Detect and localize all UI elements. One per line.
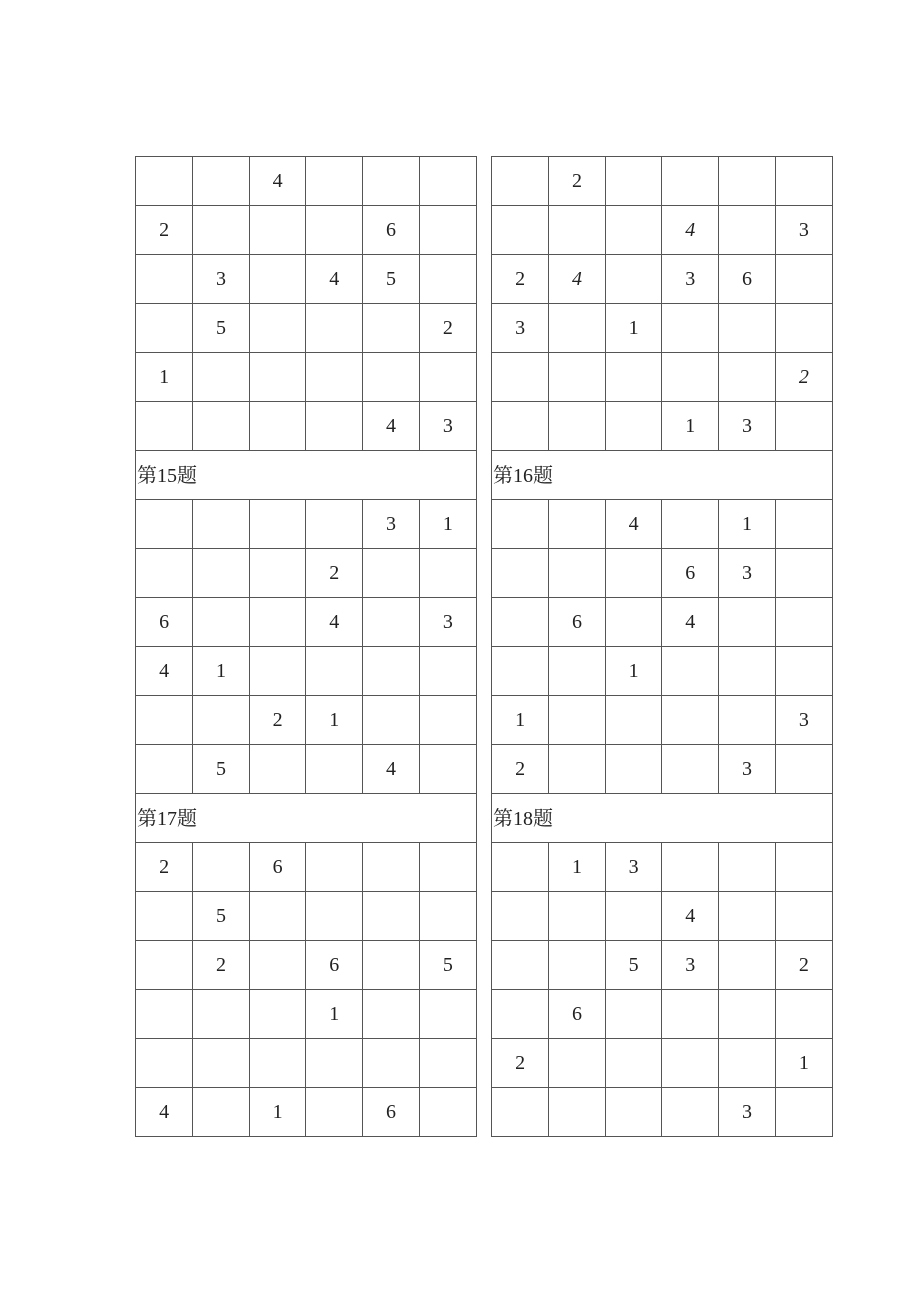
grid-cell bbox=[775, 647, 832, 696]
grid-cell bbox=[249, 892, 306, 941]
grid-cell bbox=[249, 647, 306, 696]
grid-row bbox=[492, 941, 832, 990]
grid-cell bbox=[549, 745, 606, 794]
grid-cell bbox=[193, 598, 250, 647]
grid-row bbox=[136, 892, 476, 941]
grid-cell bbox=[605, 206, 662, 255]
grid-row bbox=[492, 304, 832, 353]
grid-cell: 2 bbox=[419, 304, 476, 353]
grid-cell bbox=[363, 549, 420, 598]
grid-row bbox=[492, 402, 832, 451]
grid-cell bbox=[775, 500, 832, 549]
grid-row bbox=[136, 500, 476, 549]
grid-cell bbox=[549, 402, 606, 451]
grid-row bbox=[136, 402, 476, 451]
grid-cell bbox=[249, 990, 306, 1039]
grid-cell bbox=[492, 941, 549, 990]
grid-cell bbox=[363, 647, 420, 696]
grid-row bbox=[136, 206, 476, 255]
grid-cell bbox=[775, 402, 832, 451]
grid-cell bbox=[419, 206, 476, 255]
grid-cell bbox=[136, 696, 193, 745]
grid-cell bbox=[719, 157, 776, 206]
grid-cell: 5 bbox=[193, 892, 250, 941]
grid-row bbox=[136, 990, 476, 1039]
grid-cell: 1 bbox=[605, 304, 662, 353]
grid-cell bbox=[605, 255, 662, 304]
grid-cell bbox=[363, 353, 420, 402]
grid-row bbox=[492, 500, 832, 549]
grid-cell: 2 bbox=[136, 843, 193, 892]
grid-cell bbox=[306, 206, 363, 255]
grid-cell bbox=[605, 990, 662, 1039]
grid-cell bbox=[549, 892, 606, 941]
grid-cell bbox=[193, 157, 250, 206]
grid-cell bbox=[419, 647, 476, 696]
grid-cell bbox=[136, 549, 193, 598]
grid-cell bbox=[775, 255, 832, 304]
grid-row bbox=[136, 157, 476, 206]
grid-cell bbox=[363, 1039, 420, 1088]
grid-cell bbox=[363, 157, 420, 206]
grid-cell bbox=[363, 598, 420, 647]
grid-cell bbox=[492, 500, 549, 549]
grid-cell: 4 bbox=[306, 598, 363, 647]
grid-cell: 6 bbox=[549, 598, 606, 647]
grid-cell bbox=[419, 892, 476, 941]
grid-cell: 3 bbox=[662, 255, 719, 304]
grid-cell bbox=[719, 892, 776, 941]
grid-cell bbox=[549, 500, 606, 549]
grid-cell bbox=[719, 696, 776, 745]
grid-cell bbox=[419, 696, 476, 745]
grid-cell bbox=[775, 990, 832, 1039]
grid-cell: 1 bbox=[492, 696, 549, 745]
grid-cell bbox=[605, 157, 662, 206]
grid-cell bbox=[492, 990, 549, 1039]
grid-cell: 3 bbox=[419, 598, 476, 647]
grid-cell bbox=[249, 402, 306, 451]
sudoku-grid bbox=[135, 500, 477, 794]
grid-row bbox=[136, 1039, 476, 1088]
grid-cell: 3 bbox=[363, 500, 420, 549]
grid-cell: 1 bbox=[306, 990, 363, 1039]
grid-cell bbox=[549, 206, 606, 255]
grid-row bbox=[492, 1088, 832, 1137]
grid-cell: 3 bbox=[193, 255, 250, 304]
grid-cell bbox=[719, 1039, 776, 1088]
puzzle-title: 第17题 bbox=[135, 794, 477, 843]
grid-cell bbox=[775, 745, 832, 794]
grid-cell bbox=[605, 402, 662, 451]
grid-cell bbox=[136, 500, 193, 549]
grid-cell bbox=[249, 549, 306, 598]
grid-cell bbox=[306, 745, 363, 794]
grid-row bbox=[136, 745, 476, 794]
grid-cell: 3 bbox=[419, 402, 476, 451]
grid-cell bbox=[306, 843, 363, 892]
grid-cell bbox=[549, 1039, 606, 1088]
grid-cell bbox=[775, 157, 832, 206]
grid-cell bbox=[775, 304, 832, 353]
grid-cell bbox=[193, 696, 250, 745]
grid-cell bbox=[419, 1039, 476, 1088]
sudoku-grid bbox=[135, 156, 477, 451]
grid-cell bbox=[193, 1088, 250, 1137]
grid-cell bbox=[605, 1088, 662, 1137]
grid-cell bbox=[605, 745, 662, 794]
grid-cell bbox=[136, 990, 193, 1039]
grid-cell bbox=[249, 206, 306, 255]
grid-cell bbox=[605, 353, 662, 402]
grid-cell bbox=[363, 304, 420, 353]
grid-cell: 3 bbox=[719, 1088, 776, 1137]
grid-cell: 4 bbox=[363, 402, 420, 451]
grid-cell: 3 bbox=[775, 206, 832, 255]
grid-cell bbox=[193, 206, 250, 255]
puzzle-title: 第18题 bbox=[491, 794, 833, 843]
grid-cell: 2 bbox=[306, 549, 363, 598]
grid-cell bbox=[363, 892, 420, 941]
grid-cell bbox=[719, 990, 776, 1039]
grid-cell bbox=[605, 598, 662, 647]
grid-cell bbox=[136, 941, 193, 990]
grid-cell: 1 bbox=[605, 647, 662, 696]
grid-cell bbox=[662, 157, 719, 206]
grid-cell bbox=[136, 745, 193, 794]
grid-cell: 6 bbox=[363, 1088, 420, 1137]
grid-cell bbox=[193, 1039, 250, 1088]
grid-cell: 2 bbox=[775, 353, 832, 402]
grid-cell bbox=[605, 892, 662, 941]
grid-cell: 1 bbox=[549, 843, 606, 892]
puzzle-title: 第16题 bbox=[491, 451, 833, 500]
grid-cell bbox=[249, 1039, 306, 1088]
grid-cell bbox=[306, 157, 363, 206]
grid-cell: 6 bbox=[306, 941, 363, 990]
grid-cell: 3 bbox=[492, 304, 549, 353]
grid-cell: 1 bbox=[249, 1088, 306, 1137]
grid-cell: 4 bbox=[363, 745, 420, 794]
grid-cell bbox=[249, 941, 306, 990]
grid-cell: 4 bbox=[249, 157, 306, 206]
grid-cell bbox=[193, 353, 250, 402]
grid-cell: 4 bbox=[136, 1088, 193, 1137]
grid-cell: 1 bbox=[136, 353, 193, 402]
grid-cell bbox=[306, 1039, 363, 1088]
grid-cell bbox=[136, 304, 193, 353]
grid-cell bbox=[249, 353, 306, 402]
grid-row bbox=[136, 353, 476, 402]
grid-cell bbox=[306, 353, 363, 402]
grid-cell bbox=[492, 353, 549, 402]
grid-cell: 5 bbox=[605, 941, 662, 990]
grid-cell bbox=[662, 1039, 719, 1088]
grid-cell bbox=[775, 1088, 832, 1137]
grid-row bbox=[492, 843, 832, 892]
grid-cell bbox=[549, 353, 606, 402]
grid-cell bbox=[775, 598, 832, 647]
grid-cell bbox=[662, 696, 719, 745]
grid-cell bbox=[662, 843, 719, 892]
grid-cell bbox=[719, 647, 776, 696]
grid-cell: 5 bbox=[419, 941, 476, 990]
grid-cell: 5 bbox=[193, 304, 250, 353]
grid-row bbox=[492, 647, 832, 696]
grid-cell bbox=[719, 353, 776, 402]
grid-cell: 3 bbox=[719, 745, 776, 794]
grid-cell bbox=[193, 500, 250, 549]
grid-cell: 1 bbox=[193, 647, 250, 696]
grid-row bbox=[492, 598, 832, 647]
grid-cell bbox=[549, 941, 606, 990]
grid-cell: 3 bbox=[662, 941, 719, 990]
grid-cell: 2 bbox=[775, 941, 832, 990]
grid-cell bbox=[306, 402, 363, 451]
sudoku-grid bbox=[491, 156, 833, 451]
grid-cell bbox=[662, 745, 719, 794]
grid-cell bbox=[249, 255, 306, 304]
grid-cell bbox=[492, 157, 549, 206]
grid-cell bbox=[306, 647, 363, 696]
grid-cell bbox=[492, 549, 549, 598]
grid-cell bbox=[419, 353, 476, 402]
grid-cell bbox=[419, 549, 476, 598]
grid-cell bbox=[662, 1088, 719, 1137]
grid-cell: 4 bbox=[662, 892, 719, 941]
grid-cell bbox=[306, 304, 363, 353]
grid-cell bbox=[363, 941, 420, 990]
grid-row bbox=[492, 696, 832, 745]
grid-cell bbox=[605, 549, 662, 598]
grid-cell bbox=[306, 892, 363, 941]
grid-cell bbox=[662, 990, 719, 1039]
grid-cell: 1 bbox=[419, 500, 476, 549]
grid-cell: 4 bbox=[306, 255, 363, 304]
grid-cell bbox=[306, 500, 363, 549]
grid-cell: 5 bbox=[193, 745, 250, 794]
grid-cell: 3 bbox=[775, 696, 832, 745]
grid-cell: 6 bbox=[136, 598, 193, 647]
grid-cell bbox=[492, 402, 549, 451]
grid-cell bbox=[363, 843, 420, 892]
grid-cell: 2 bbox=[249, 696, 306, 745]
grid-cell bbox=[249, 598, 306, 647]
grid-cell bbox=[193, 549, 250, 598]
grid-cell bbox=[492, 892, 549, 941]
grid-cell bbox=[193, 843, 250, 892]
grid-cell: 1 bbox=[306, 696, 363, 745]
grid-cell bbox=[549, 647, 606, 696]
grid-cell: 2 bbox=[549, 157, 606, 206]
grid-cell bbox=[193, 402, 250, 451]
grid-row bbox=[136, 696, 476, 745]
grid-cell: 3 bbox=[719, 549, 776, 598]
left-puzzle-column bbox=[135, 156, 477, 1137]
grid-cell bbox=[492, 647, 549, 696]
grid-row bbox=[136, 304, 476, 353]
grid-cell bbox=[605, 1039, 662, 1088]
grid-cell: 3 bbox=[605, 843, 662, 892]
grid-cell: 2 bbox=[136, 206, 193, 255]
grid-cell bbox=[419, 157, 476, 206]
grid-cell bbox=[549, 304, 606, 353]
grid-row bbox=[492, 549, 832, 598]
grid-cell bbox=[363, 990, 420, 1039]
grid-cell: 6 bbox=[363, 206, 420, 255]
grid-cell bbox=[662, 647, 719, 696]
grid-cell: 2 bbox=[492, 255, 549, 304]
grid-row bbox=[492, 255, 832, 304]
grid-cell bbox=[549, 549, 606, 598]
grid-cell bbox=[136, 892, 193, 941]
grid-row bbox=[136, 598, 476, 647]
right-puzzle-column bbox=[491, 156, 833, 1137]
grid-cell: 5 bbox=[363, 255, 420, 304]
grid-row bbox=[136, 255, 476, 304]
grid-cell bbox=[492, 1088, 549, 1137]
grid-row bbox=[492, 990, 832, 1039]
grid-cell bbox=[249, 500, 306, 549]
grid-cell: 1 bbox=[719, 500, 776, 549]
grid-cell: 3 bbox=[719, 402, 776, 451]
grid-cell bbox=[136, 402, 193, 451]
grid-cell: 4 bbox=[136, 647, 193, 696]
grid-cell: 4 bbox=[662, 206, 719, 255]
grid-cell: 4 bbox=[549, 255, 606, 304]
grid-cell bbox=[136, 157, 193, 206]
grid-row bbox=[136, 549, 476, 598]
grid-cell bbox=[249, 745, 306, 794]
grid-row bbox=[492, 1039, 832, 1088]
grid-cell: 4 bbox=[662, 598, 719, 647]
grid-cell bbox=[249, 304, 306, 353]
grid-row bbox=[492, 745, 832, 794]
grid-cell bbox=[605, 696, 662, 745]
grid-cell bbox=[492, 843, 549, 892]
grid-cell bbox=[549, 696, 606, 745]
grid-cell bbox=[136, 1039, 193, 1088]
grid-cell bbox=[775, 843, 832, 892]
grid-cell bbox=[492, 206, 549, 255]
grid-row bbox=[136, 647, 476, 696]
puzzle-title: 第15题 bbox=[135, 451, 477, 500]
grid-cell: 4 bbox=[605, 500, 662, 549]
grid-cell bbox=[775, 549, 832, 598]
grid-cell bbox=[419, 843, 476, 892]
grid-cell bbox=[719, 941, 776, 990]
grid-cell bbox=[419, 745, 476, 794]
grid-cell: 2 bbox=[193, 941, 250, 990]
grid-cell bbox=[719, 304, 776, 353]
grid-cell bbox=[662, 353, 719, 402]
grid-row bbox=[492, 892, 832, 941]
grid-cell bbox=[363, 696, 420, 745]
grid-cell: 1 bbox=[662, 402, 719, 451]
grid-row bbox=[492, 157, 832, 206]
grid-cell: 6 bbox=[549, 990, 606, 1039]
grid-cell bbox=[662, 500, 719, 549]
grid-cell: 2 bbox=[492, 1039, 549, 1088]
grid-cell bbox=[719, 598, 776, 647]
grid-cell: 6 bbox=[662, 549, 719, 598]
sudoku-grid bbox=[135, 843, 477, 1137]
grid-cell bbox=[193, 990, 250, 1039]
grid-cell: 1 bbox=[775, 1039, 832, 1088]
grid-cell bbox=[136, 255, 193, 304]
grid-cell bbox=[306, 1088, 363, 1137]
grid-cell bbox=[719, 843, 776, 892]
grid-cell bbox=[775, 892, 832, 941]
grid-cell bbox=[719, 206, 776, 255]
grid-cell: 2 bbox=[492, 745, 549, 794]
grid-cell bbox=[662, 304, 719, 353]
grid-cell bbox=[419, 1088, 476, 1137]
grid-row bbox=[492, 353, 832, 402]
grid-cell bbox=[492, 598, 549, 647]
sudoku-grid bbox=[491, 500, 833, 794]
grid-cell: 6 bbox=[249, 843, 306, 892]
grid-cell: 6 bbox=[719, 255, 776, 304]
grid-row bbox=[492, 206, 832, 255]
grid-row bbox=[136, 941, 476, 990]
grid-cell bbox=[549, 1088, 606, 1137]
sudoku-grid bbox=[491, 843, 833, 1137]
grid-cell bbox=[419, 255, 476, 304]
grid-cell bbox=[419, 990, 476, 1039]
grid-row bbox=[136, 843, 476, 892]
grid-row bbox=[136, 1088, 476, 1137]
